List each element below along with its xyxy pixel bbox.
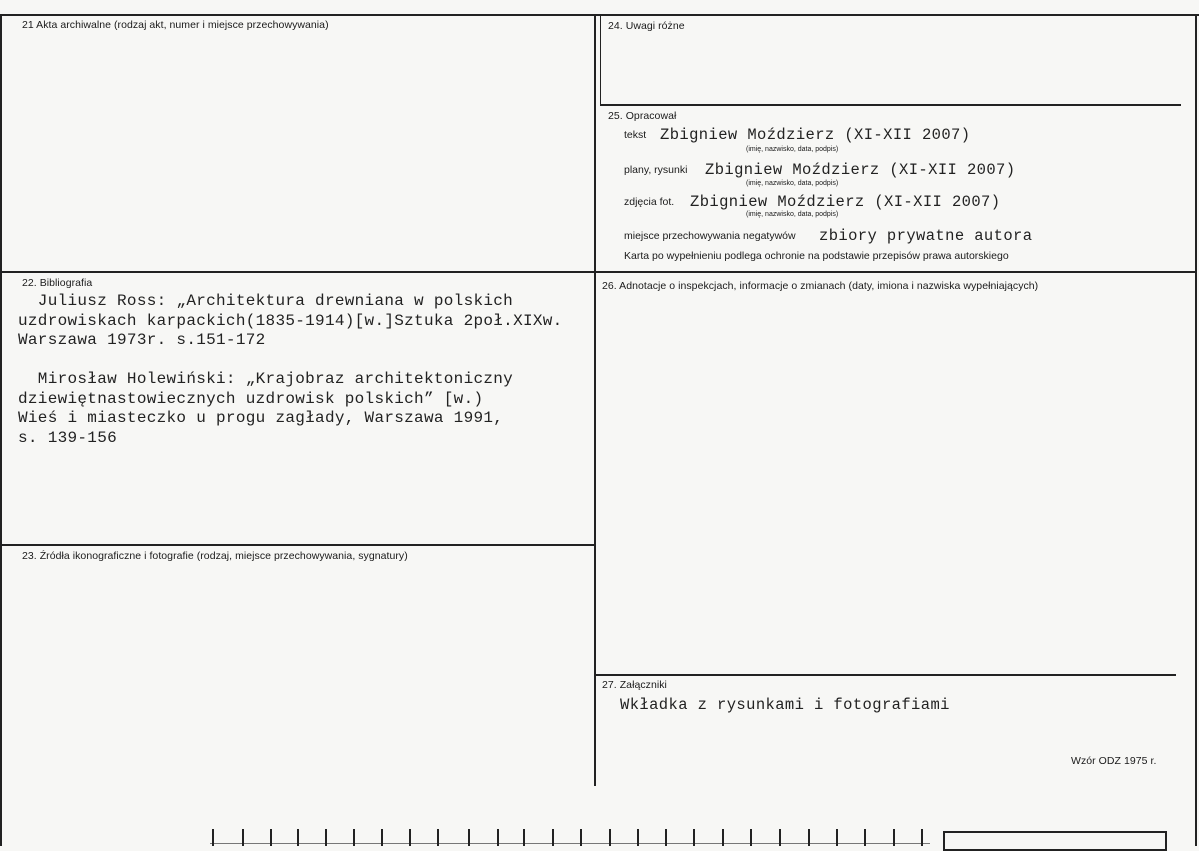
divider-24-25 bbox=[601, 104, 1181, 106]
plany-hint: (imię, nazwisko, data, podpis) bbox=[746, 180, 839, 187]
ruler-tick bbox=[808, 829, 810, 846]
plany-value: Zbigniew Moździerz (XI-XII 2007) bbox=[705, 161, 1016, 179]
box-24-left bbox=[600, 14, 601, 106]
ruler-tick bbox=[381, 829, 383, 846]
section-23-label: 23. Źródła ikonograficzne i fotografie (rodzaj, miejsce przechowywania, sygnatury) bbox=[22, 550, 408, 562]
center-divider bbox=[594, 14, 596, 786]
bibliography-line: s. 139-156 bbox=[18, 428, 118, 447]
ruler-tick bbox=[750, 829, 752, 846]
bibliography-line bbox=[18, 351, 563, 371]
ruler-tick bbox=[297, 829, 299, 846]
copyright-note: Karta po wypełnieniu podlega ochronie na podstawie przepisów prawa autorskiego bbox=[624, 250, 1009, 262]
ruler-tick bbox=[353, 829, 355, 846]
attachments-value: Wkładka z rysunkami i fotografiami bbox=[620, 696, 950, 714]
ruler-tick bbox=[242, 829, 244, 846]
bibliography-line: Warszawa 1973r. s.151-172 bbox=[18, 331, 266, 349]
bottom-ruler-line bbox=[210, 843, 930, 844]
ruler-tick bbox=[693, 829, 695, 846]
ruler-tick bbox=[468, 829, 470, 846]
ruler-tick bbox=[722, 829, 724, 846]
bibliography-text bbox=[18, 292, 563, 448]
ruler-tick bbox=[921, 829, 923, 846]
divider-25-26 bbox=[596, 271, 1196, 273]
negatywy-label: miejsce przechowywania negatywów bbox=[624, 230, 796, 242]
ruler-tick bbox=[497, 829, 499, 846]
ruler-tick bbox=[552, 829, 554, 846]
section-24-label: 24. Uwagi różne bbox=[608, 20, 685, 32]
section-21-label: 21 Akta archiwalne (rodzaj akt, numer i miejsce przechowywania) bbox=[22, 19, 329, 31]
negatywy-value: zbiory prywatne autora bbox=[819, 227, 1033, 245]
divider-22-23 bbox=[0, 544, 596, 546]
tekst-label: tekst bbox=[624, 129, 647, 141]
ruler-tick bbox=[409, 829, 411, 846]
section-26-label: 26. Adnotacje o inspekcjach, informacje o zmianach (daty, imiona i nazwiska wypełniających) bbox=[602, 280, 1039, 292]
bibliography-line: Mirosław Holewiński: „Krajobraz architektoniczny bbox=[18, 370, 514, 388]
bibliography-line: uzdrowiskach karpackich(1835-1914)[w.]Sztuka 2poł.XIXw. bbox=[18, 311, 563, 330]
bottom-right-box bbox=[943, 831, 1167, 851]
ruler-tick bbox=[609, 829, 611, 846]
bibliography-line: dziewiętnastowiecznych uzdrowisk polskich” [w.) bbox=[18, 389, 484, 408]
tekst-hint: (imię, nazwisko, data, podpis) bbox=[746, 146, 839, 153]
divider-21-22 bbox=[0, 271, 596, 273]
bibliography-line: Wieś i miasteczko u progu zagłady, Warszawa 1991, bbox=[18, 409, 504, 427]
section-25-label: 25. Opracował bbox=[608, 110, 677, 122]
zdjecia-hint: (imię, nazwisko, data, podpis) bbox=[746, 211, 839, 218]
zdjecia-value: Zbigniew Moździerz (XI-XII 2007) bbox=[690, 193, 1001, 211]
divider-26-27 bbox=[596, 674, 1176, 676]
ruler-tick bbox=[893, 829, 895, 846]
ruler-tick bbox=[779, 829, 781, 846]
form-template-note: Wzór ODZ 1975 r. bbox=[1071, 755, 1157, 767]
ruler-tick bbox=[864, 829, 866, 846]
right-border bbox=[1195, 14, 1197, 846]
zdjecia-label: zdjęcia fot. bbox=[624, 196, 675, 208]
left-border bbox=[0, 14, 2, 846]
ruler-tick bbox=[580, 829, 582, 846]
section-22-label: 22. Bibliografia bbox=[22, 277, 93, 289]
plany-label: plany, rysunki bbox=[624, 164, 688, 176]
ruler-tick bbox=[212, 829, 214, 846]
ruler-tick bbox=[270, 829, 272, 846]
bibliography-line: Juliusz Ross: „Architektura drewniana w polskich bbox=[18, 292, 514, 310]
ruler-tick bbox=[836, 829, 838, 846]
ruler-tick bbox=[637, 829, 639, 846]
ruler-tick bbox=[665, 829, 667, 846]
section-27-label: 27. Załączniki bbox=[602, 679, 667, 691]
ruler-tick bbox=[325, 829, 327, 846]
ruler-tick bbox=[437, 829, 439, 846]
ruler-tick bbox=[523, 829, 525, 846]
tekst-value: Zbigniew Moździerz (XI-XII 2007) bbox=[660, 126, 971, 144]
